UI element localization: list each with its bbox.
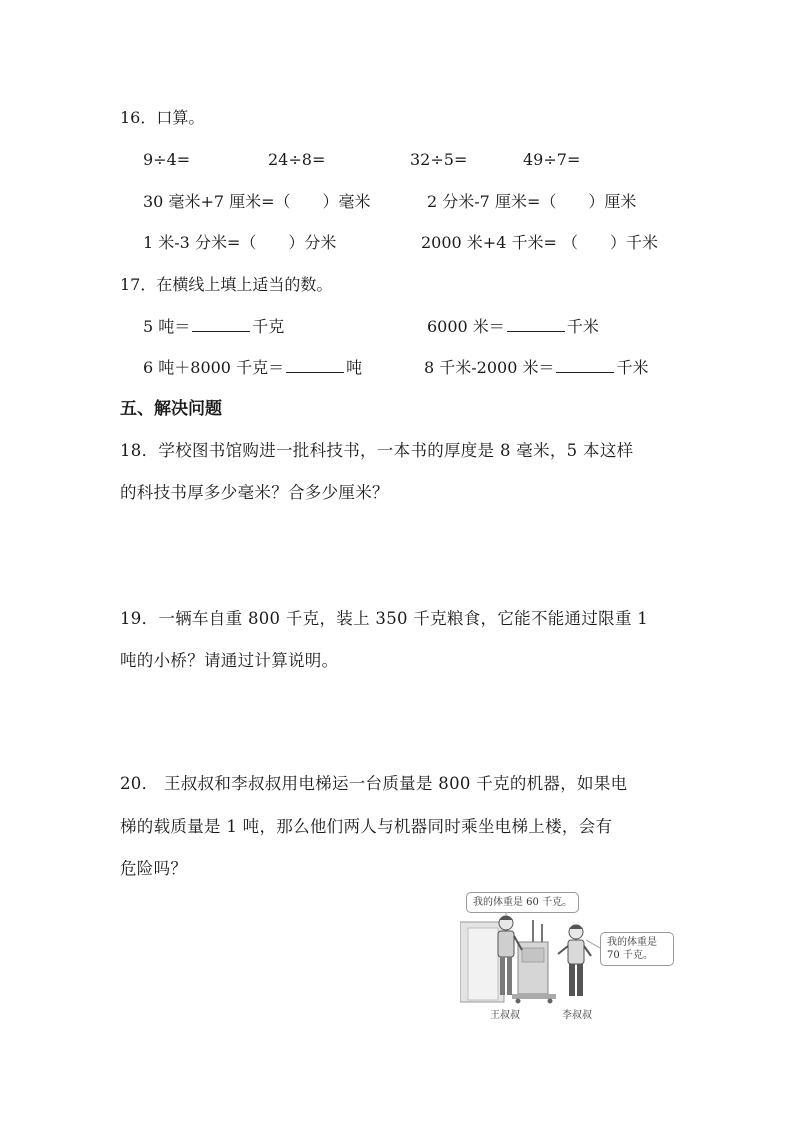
q17-item-3-pre: 6 吨＋8000 千克＝ bbox=[143, 358, 285, 377]
q19-line-2: 吨的小桥？请通过计算说明。 bbox=[120, 651, 339, 670]
q16-expr-1: 9÷4= bbox=[143, 150, 191, 169]
answer-blank[interactable] bbox=[556, 358, 614, 373]
q17-item-4 bbox=[424, 358, 649, 378]
speech-bubble-wang: 我的体重是 60 千克。 bbox=[466, 892, 579, 913]
q16-expr-7: 1 米-3 分米=（ ）分米 bbox=[143, 233, 337, 252]
speech-bubble-li bbox=[600, 932, 674, 966]
q17-item-2-pre: 6000 米＝ bbox=[427, 317, 505, 336]
speech-bubble-li-line-2: 70 千克。 bbox=[607, 950, 653, 961]
q17-item-2 bbox=[427, 317, 599, 337]
q17-item-3 bbox=[143, 358, 362, 378]
q17-item-3-post: 吨 bbox=[346, 358, 363, 377]
q17-item-2-post: 千米 bbox=[566, 317, 599, 336]
q16-expr-3: 32÷5= bbox=[410, 150, 468, 169]
q16-expr-6: 2 分米-7 厘米=（ ）厘米 bbox=[427, 192, 637, 211]
q20-line-1: 20． 王叔叔和李叔叔用电梯运一台质量是 800 千克的机器，如果电 bbox=[120, 774, 628, 793]
section-heading: 五、解决问题 bbox=[120, 399, 222, 419]
answer-blank[interactable] bbox=[507, 317, 565, 332]
q17-item-1 bbox=[143, 317, 284, 337]
q17-item-4-post: 千米 bbox=[616, 358, 649, 377]
q18-line-1: 18．学校图书馆购进一批科技书，一本书的厚度是 8 毫米，5 本这样 bbox=[120, 441, 634, 460]
q19-line-1: 19．一辆车自重 800 千克，装上 350 千克粮食，它能不能通过限重 1 bbox=[120, 609, 649, 628]
illustration bbox=[460, 890, 672, 1020]
q16-expr-5: 30 毫米+7 厘米=（ ）毫米 bbox=[143, 192, 371, 211]
q17-title: 17．在横线上填上适当的数。 bbox=[120, 275, 333, 294]
q17-item-1-pre: 5 吨＝ bbox=[143, 317, 191, 336]
q16-expr-4: 49÷7= bbox=[523, 150, 581, 169]
q16-expr-8: 2000 米+4 千米= （ ）千米 bbox=[421, 233, 658, 252]
speech-bubble-li-line-1: 我的体重是 bbox=[607, 937, 657, 948]
answer-blank[interactable] bbox=[192, 317, 250, 332]
answer-blank[interactable] bbox=[286, 358, 344, 373]
q17-item-4-pre: 8 千米-2000 米＝ bbox=[424, 358, 555, 377]
q20-line-2: 梯的载质量是 1 吨，那么他们两人与机器同时乘坐电梯上楼，会有 bbox=[120, 817, 613, 836]
q16-expr-2: 24÷8= bbox=[268, 150, 326, 169]
q18-line-2: 的科技书厚多少毫米？合多少厘米？ bbox=[120, 483, 389, 502]
q17-item-1-post: 千克 bbox=[252, 317, 285, 336]
caption-li: 李叔叔 bbox=[562, 1010, 592, 1021]
q20-line-3: 危险吗？ bbox=[120, 859, 188, 878]
q16-title: 16．口算。 bbox=[120, 108, 205, 127]
caption-wang: 王叔叔 bbox=[490, 1010, 520, 1021]
